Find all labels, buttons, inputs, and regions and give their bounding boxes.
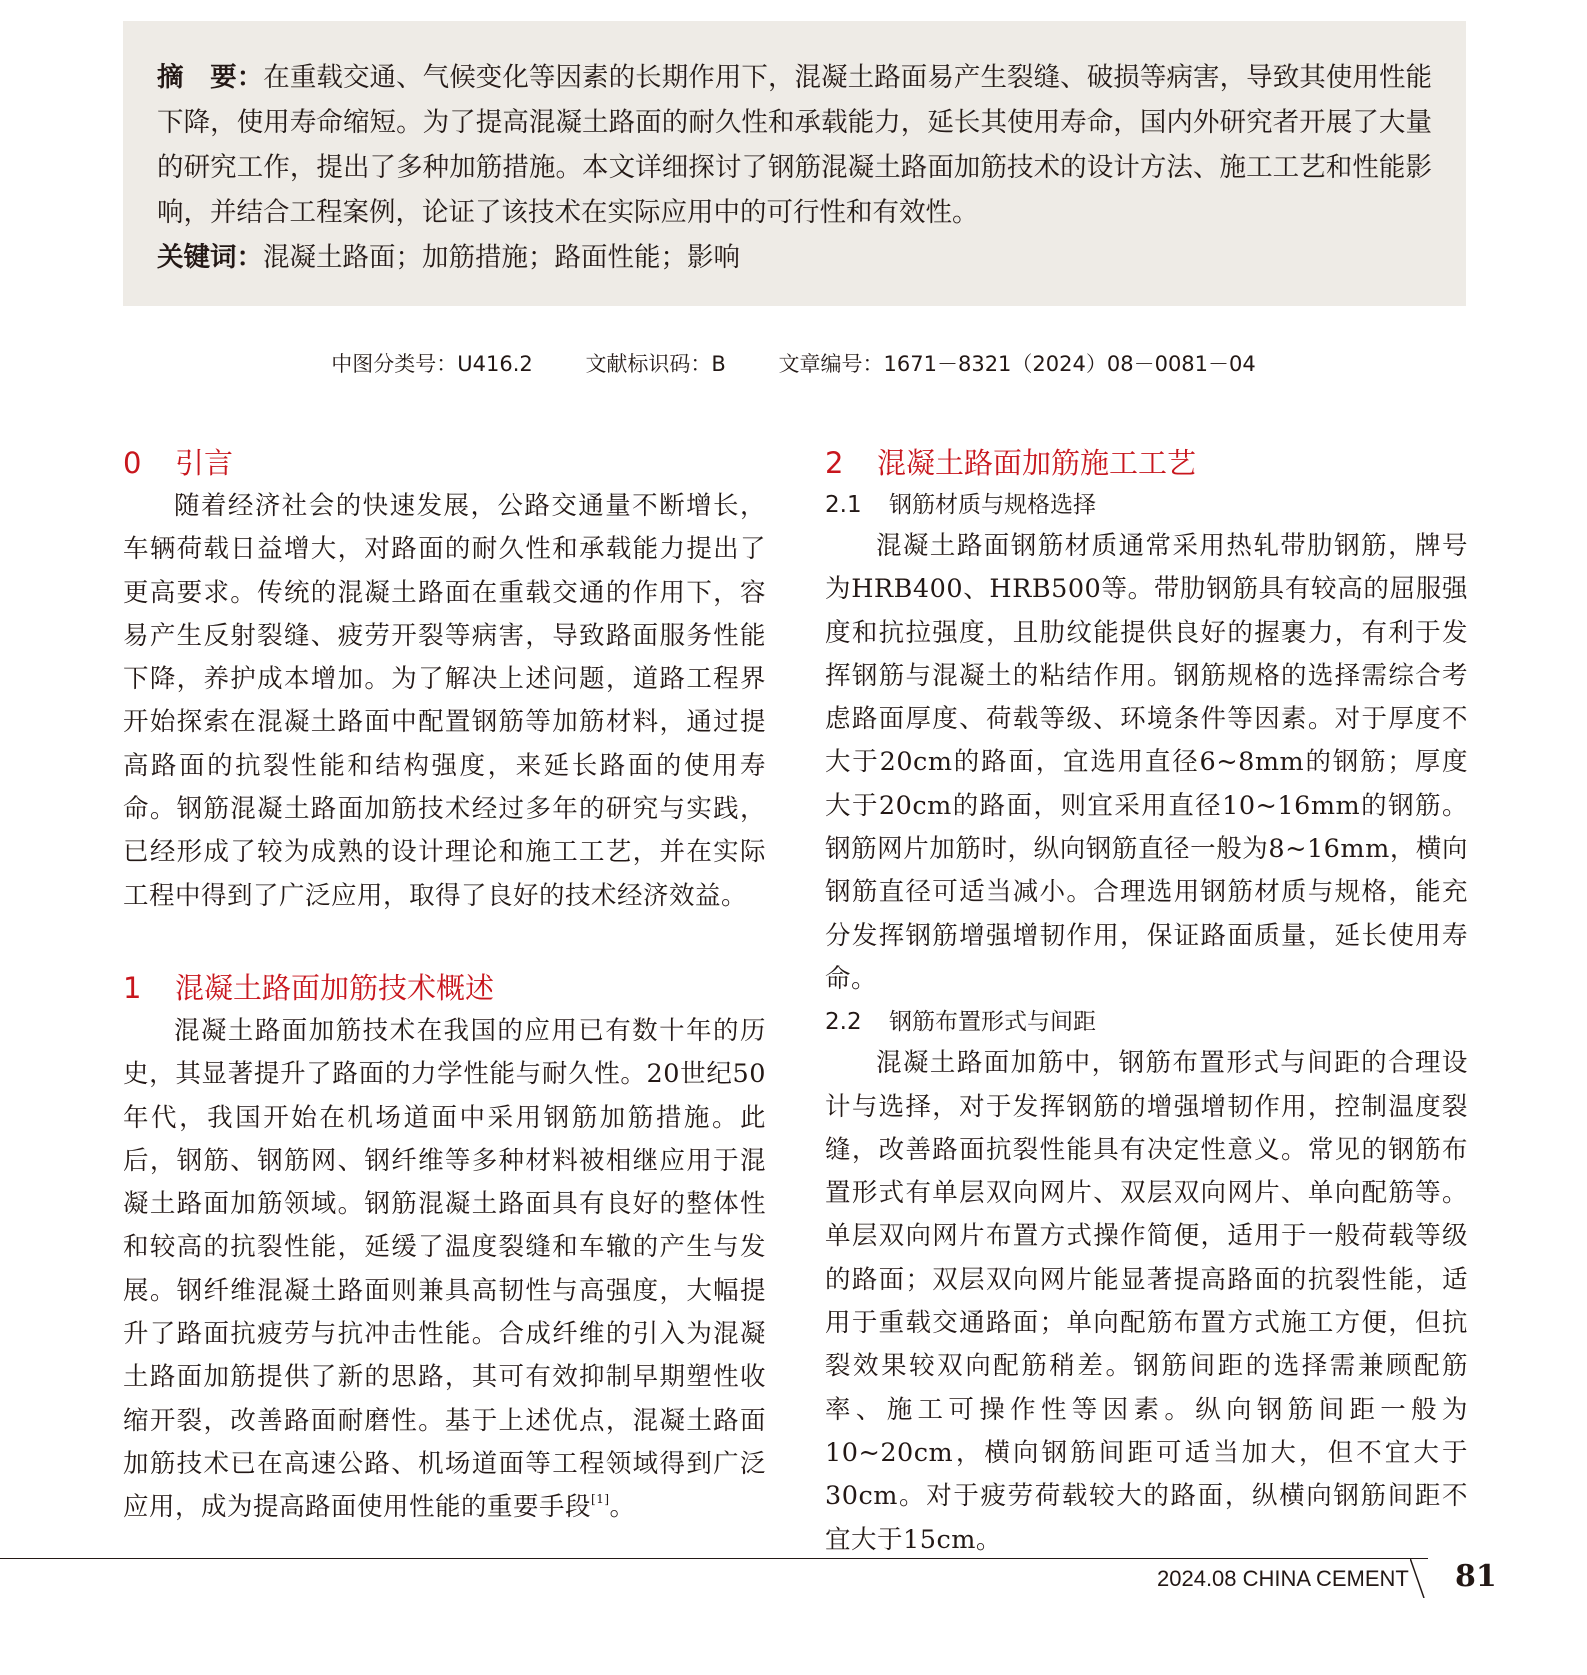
document-code: 文献标识码：B [585,352,726,376]
subsection-2-2-paragraph: 混凝土路面加筋中，钢筋布置形式与间距的合理设计与选择，对于发挥钢筋的增强增韧作用，控制温度裂缝，改善路面抗裂性能具有决定性意义。常见的钢筋布置形式有单层双向网片、双层双向网片、单向配筋等。单层双向网片布置方式操作简便，适用于一般荷载等级的路面；双层双向网片能显著提高路面的抗裂性能，适用于重载交通路面；单向配筋布置方式施工方便，但抗裂效果较双向配筋稍差。钢筋间距的选择需兼顾配筋率、施工可操作性等因素。纵向钢筋间距一般为10~20cm，横向钢筋间距可适当加大，但不宜大于30cm。对于疲劳荷载较大的路面，纵横向钢筋间距不宜大于15cm。 [825,1048,1468,1555]
abstract-label: 摘 要： [157,62,264,93]
section-number: 2 [825,446,844,480]
abstract-box [123,21,1466,306]
section-title: 引言 [175,446,234,480]
classification-line [0,348,1587,378]
keywords-label: 关键词： [157,242,263,273]
journal-issue: 2024.08 CHINA CEMENT [1157,1566,1409,1591]
subsection-heading-2-1 [825,485,1468,525]
keywords-text: 混凝土路面；加筋措施；路面性能；影响 [263,242,740,273]
section-title: 混凝土路面加筋技术概述 [175,970,495,1005]
section-title: 混凝土路面加筋施工工艺 [877,446,1197,480]
left-column [123,441,766,1530]
footer-rule [0,1558,1428,1559]
subsection-number: 2.1 [825,492,862,518]
footer-slash-decoration [1410,1558,1440,1598]
paragraph-text: 混凝土路面加筋技术在我国的应用已有数十年的历史，其显著提升了路面的力学性能与耐久性。20世纪50年代，我国开始在机场道面中采用钢筋加筋措施。此后，钢筋、钢筋网、钢纤维等多种材料被相继应用于混凝土路面加筋领域。钢筋混凝土路面具有良好的整体性和较高的抗裂性能，延缓了温度裂缝和车辙的产生与发展。钢纤维混凝土路面则兼具高韧性与高强度，大幅提升了路面抗疲劳与抗冲击性能。合成纤维的引入为混凝土路面加筋提供了新的思路，其可有效抑制早期塑性收缩开裂，改善路面耐磨性。基于上述优点，混凝土路面加筋技术已在高速公路、机场道面等工程领域得到广泛应用，成为提高路面使用性能的重要手段 [123,1015,766,1523]
article-number: 文章编号：1671－8321（2024）08－0081－04 [778,352,1256,376]
section-heading-2 [825,441,1468,485]
subsection-title: 钢筋材质与规格选择 [889,492,1096,518]
paragraph-end: 。 [609,1492,636,1523]
subsection-2-1-paragraph: 混凝土路面钢筋材质通常采用热轧带肋钢筋，牌号为HRB400、HRB500等。带肋钢筋具有较高的屈服强度和抗拉强度，且肋纹能提供良好的握裹力，有利于发挥钢筋与混凝土的粘结作用。钢筋规格的选择需综合考虑路面厚度、荷载等级、环境条件等因素。对于厚度不大于20cm的路面，宜选用直径6~8mm的钢筋；厚度大于20cm的路面，则宜采用直径10~16mm的钢筋。钢筋网片加筋时，纵向钢筋直径一般为8~16mm，横向钢筋直径可适当减小。合理选用钢筋材质与规格，能充分发挥钢筋增强增韧作用，保证路面质量，延长使用寿命。 [825,531,1468,994]
page-number: 81 [1455,1559,1497,1594]
section-heading-1 [123,966,766,1010]
clc-number: 中图分类号：U416.2 [331,352,533,376]
keywords-paragraph [157,235,1432,280]
subsection-number: 2.2 [825,1009,862,1036]
section-number: 0 [123,446,142,480]
right-column [825,441,1468,1562]
reference-marker: [1] [591,1492,610,1507]
section-1-paragraph [123,1010,766,1530]
section-0-paragraph: 随着经济社会的快速发展，公路交通量不断增长，车辆荷载日益增大，对路面的耐久性和承载能力提出了更高要求。传统的混凝土路面在重载交通的作用下，容易产生反射裂缝、疲劳开裂等病害，导致路面服务性能下降，养护成本增加。为了解决上述问题，道路工程界开始探索在混凝土路面中配置钢筋等加筋材料，通过提高路面的抗裂性能和结构强度，来延长路面的使用寿命。钢筋混凝土路面加筋技术经过多年的研究与实践，已经形成了较为成熟的设计理论和施工工艺，并在实际工程中得到了广泛应用，取得了良好的技术经济效益。 [123,491,766,911]
section-number: 1 [123,970,142,1005]
abstract-paragraph [157,55,1432,235]
abstract-text: 在重载交通、气候变化等因素的长期作用下，混凝土路面易产生裂缝、破损等病害，导致其使用性能下降，使用寿命缩短。为了提高混凝土路面的耐久性和承载能力，延长其使用寿命，国内外研究者开展了大量的研究工作，提出了多种加筋措施。本文详细探讨了钢筋混凝土路面加筋技术的设计方法、施工工艺和性能影响，并结合工程案例，论证了该技术在实际应用中的可行性和有效性。 [157,62,1433,228]
subsection-title: 钢筋布置形式与间距 [889,1009,1096,1036]
section-heading-0 [123,441,766,485]
subsection-heading-2-2 [825,1002,1468,1042]
